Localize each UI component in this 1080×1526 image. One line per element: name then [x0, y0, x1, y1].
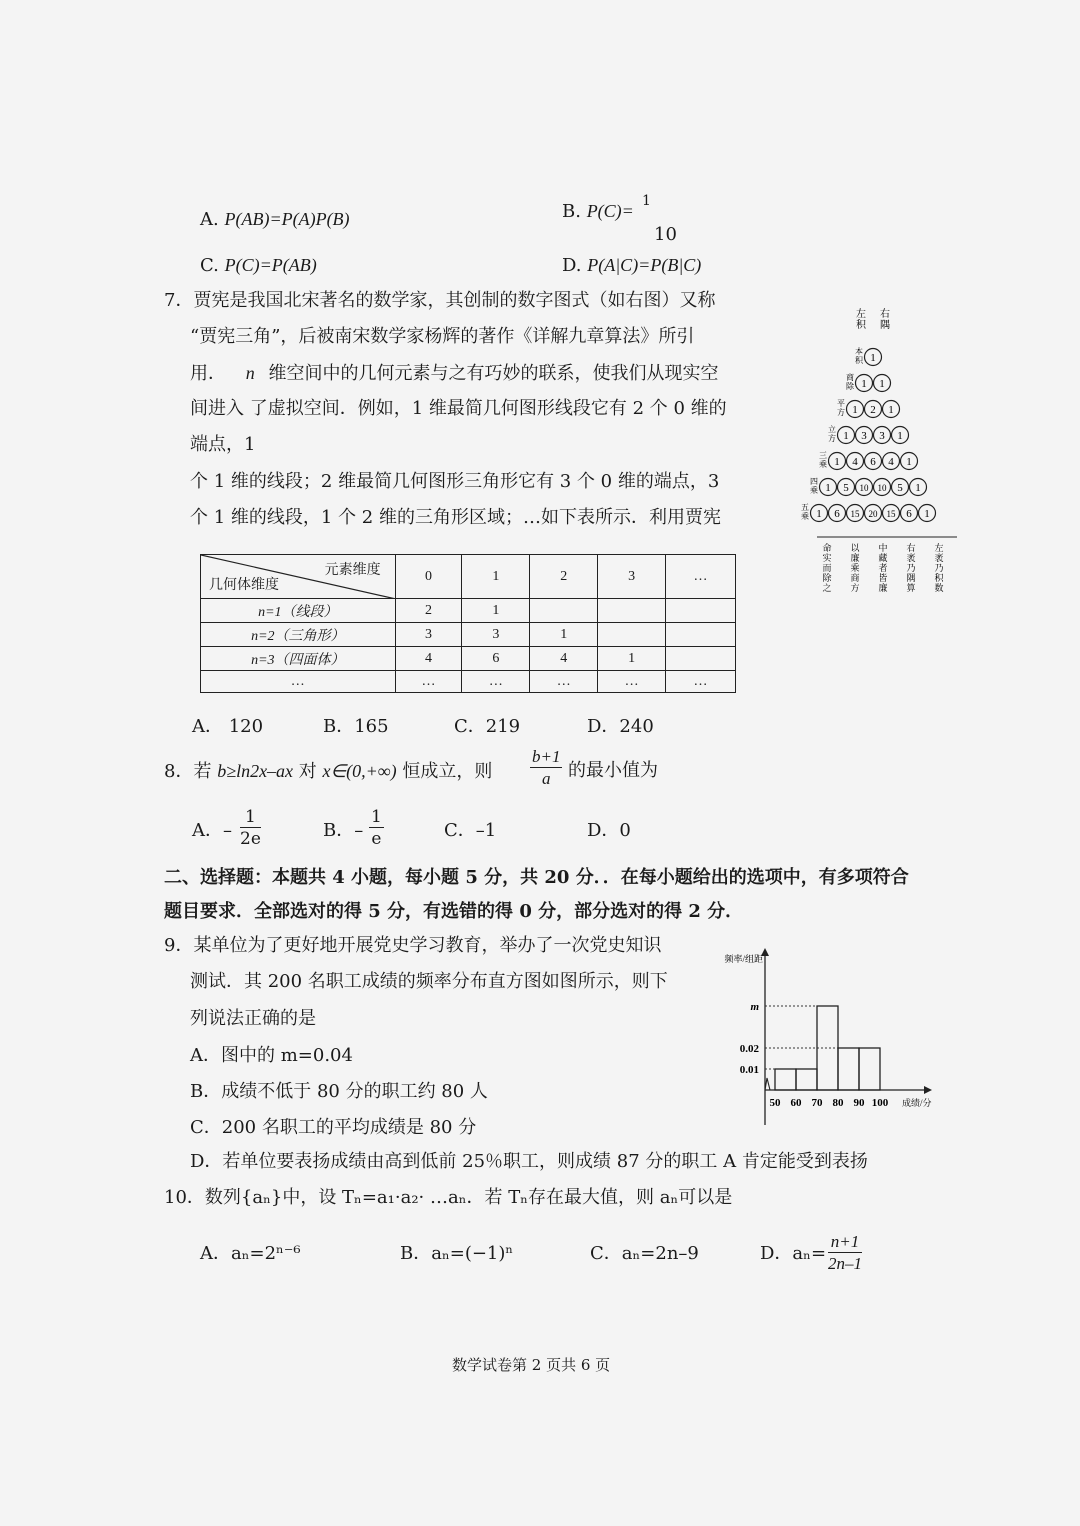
triangle-row-label: 本 — [855, 347, 863, 356]
triangle-bottom-note: 左 — [934, 543, 944, 553]
triangle-row-label: 方 — [837, 408, 845, 417]
table-header-cell: … — [666, 555, 736, 599]
table-cell: 1 — [530, 623, 598, 647]
q10-option-c: C．aₙ=2n–9 — [590, 1243, 699, 1264]
table-cell — [666, 647, 736, 671]
q9-option-c: C．200 名职工的平均成绩是 80 分 — [190, 1117, 477, 1138]
triangle-cell-number: 5 — [843, 482, 849, 494]
q8-option-c: C．–1 — [444, 820, 497, 841]
q7-line-3-a: 用． — [190, 363, 226, 384]
table-row — [201, 671, 736, 693]
table-cell: … — [530, 671, 598, 693]
q9-option-a: A．图中的 m=0.04 — [190, 1045, 353, 1066]
triangle-top-label: 右 — [880, 309, 890, 320]
triangle-row-label: 积 — [855, 356, 863, 365]
table-cell — [598, 599, 666, 623]
option-expr: P(A|C)=P(B|C) — [587, 255, 702, 275]
triangle-cell-number: 6 — [870, 456, 876, 468]
q10-option-d-fraction — [828, 1232, 862, 1275]
histogram-bar — [775, 1069, 796, 1090]
q8-option-a-fraction — [240, 807, 261, 850]
q6-option-d — [562, 256, 701, 275]
q10-option-d-prefix: D．aₙ= — [760, 1243, 827, 1264]
triangle-cell-number: 15 — [850, 509, 860, 519]
table-cell: … — [598, 671, 666, 693]
triangle-bottom-note: 命 — [822, 543, 832, 553]
triangle-cell-number: 10 — [877, 483, 887, 493]
triangle-cell-number: 2 — [870, 404, 876, 416]
axis-break — [765, 1078, 775, 1090]
triangle-cell-number: 3 — [861, 430, 867, 442]
triangle-row-label: 乘 — [819, 460, 827, 469]
q6-b-numerator: 1 — [642, 193, 651, 209]
table-corner-cell — [201, 555, 396, 599]
q7-line-2: “贾宪三角”，后被南宋数学家杨辉的著作《详解九章算法》所引 — [190, 326, 695, 347]
table-cell: … — [666, 671, 736, 693]
q7-line-4: 间进入 了虚拟空间．例如，1 维最简几何图形线段它有 2 个 0 维的 — [190, 398, 727, 419]
q7-line-7: 个 1 维的线段，1 个 2 维的三角形区域；…如下表所示．利用贾宪 — [190, 507, 721, 528]
table-row-label: n=2（三角形） — [201, 623, 396, 647]
q10-option-a: A．aₙ=2ⁿ⁻⁶ — [200, 1243, 301, 1264]
option-expr: P(C)=P(AB) — [224, 255, 317, 275]
triangle-cell-number: 1 — [879, 378, 885, 390]
triangle-bottom-note: 以 — [850, 543, 860, 553]
table-header-row — [201, 555, 736, 599]
triangle-top-label: 左 — [856, 309, 866, 320]
triangle-cell-number: 10 — [859, 483, 869, 493]
table-cell: … — [395, 671, 462, 693]
q7-option-d: D．240 — [587, 716, 654, 737]
q8-suffix-b: 的最小值为 — [568, 760, 658, 781]
q6-b-denominator: 10 — [654, 224, 677, 245]
triangle-bottom-note: 而 — [822, 563, 832, 573]
option-expr: P(C)= — [586, 201, 634, 221]
triangle-row-label: 除 — [846, 382, 854, 391]
triangle-bottom-note: 袤 — [934, 553, 944, 563]
triangle-cell-number: 1 — [897, 430, 903, 442]
table-cell: 1 — [598, 647, 666, 671]
corner-bottom-label: 几何体维度 — [209, 578, 279, 593]
q7-option-a: A． 120 — [192, 716, 264, 737]
q8-option-b-letter: B．– — [323, 820, 364, 841]
q8-option-b-fraction — [369, 807, 384, 850]
table-row — [201, 599, 736, 623]
q8-option-a-letter: A．– — [192, 820, 232, 841]
q8-prefix: 8．若 — [164, 761, 212, 782]
q7-line-3 — [190, 364, 718, 383]
triangle-row-label: 乘 — [810, 486, 818, 495]
q10-d-den: 2n–1 — [828, 1254, 862, 1273]
triangle-cell-number: 1 — [834, 456, 840, 468]
triangle-cell-number: 1 — [924, 508, 930, 520]
triangle-bottom-note: 乘 — [850, 563, 860, 573]
triangle-cell-number: 15 — [886, 509, 896, 519]
q7-line-1: 7．贾宪是我国北宋著名的数学家，其创制的数字图式（如右图）又称 — [164, 290, 716, 311]
triangle-row-label: 方 — [828, 434, 836, 443]
triangle-row-label: 乘 — [801, 512, 809, 521]
table-row — [201, 623, 736, 647]
triangle-cell-number: 1 — [888, 404, 894, 416]
q10-stem: 10．数列{aₙ}中，设 Tₙ=a₁·a₂· …aₙ．若 Tₙ存在最大值，则 aₙ可以是 — [164, 1187, 733, 1208]
x-tick-label: 60 — [790, 1097, 802, 1109]
triangle-cell-number: 6 — [834, 508, 840, 520]
q8-domain: x∈(0,+∞) — [322, 761, 397, 781]
section-2-line-2: 题目要求．全部选对的得 5 分，有选错的得 0 分，部分选对的得 2 分． — [164, 901, 744, 922]
triangle-bottom-note: 算 — [906, 583, 916, 593]
q8-option-d: D．0 — [587, 820, 631, 841]
triangle-bottom-note: 积 — [934, 573, 944, 583]
x-axis-title: 成绩/分 — [902, 1098, 932, 1108]
x-tick-label: 100 — [871, 1097, 889, 1109]
page-footer: 数学试卷第 2 页共 6 页 — [452, 1356, 611, 1374]
triangle-row-label: 商 — [846, 373, 854, 382]
q6-option-c — [200, 256, 317, 275]
histogram-bar — [838, 1048, 859, 1090]
triangle-row-label: 四 — [810, 477, 818, 486]
triangle-bottom-note: 实 — [822, 553, 832, 563]
y-tick-label: m — [750, 1001, 759, 1013]
triangle-bottom-note: 之 — [822, 583, 832, 593]
triangle-bottom-note: 中 — [878, 543, 888, 553]
q8-stem — [164, 762, 492, 781]
table-cell — [530, 599, 598, 623]
triangle-cell-number: 1 — [825, 482, 831, 494]
option-letter: A. — [200, 209, 219, 230]
q8-fraction — [530, 747, 562, 790]
table-row — [201, 647, 736, 671]
q9-line-2: 测试．其 200 名职工成绩的频率分布直方图如图所示，则下 — [190, 971, 668, 992]
triangle-cell-number: 3 — [879, 430, 885, 442]
table-cell: 4 — [530, 647, 598, 671]
y-tick-label: 0.01 — [739, 1064, 759, 1076]
triangle-cell-number: 4 — [852, 456, 858, 468]
q7-variable-n: n — [245, 363, 255, 383]
triangle-row-label: 立 — [828, 425, 836, 434]
triangle-bottom-note: 方 — [850, 583, 860, 593]
q7-line-6: 个 1 维的线段；2 维最简几何图形三角形它有 3 个 0 维的端点，3 — [190, 471, 720, 492]
table-cell: … — [462, 671, 530, 693]
q7-line-5: 端点，1 — [190, 434, 256, 455]
triangle-cell-number: 6 — [906, 508, 912, 520]
q8-b-den: e — [371, 829, 382, 849]
table-cell: 6 — [462, 647, 530, 671]
table-cell: 1 — [462, 599, 530, 623]
q8-suffix-a: 恒成立，则 — [402, 761, 493, 782]
frequency-histogram — [700, 940, 950, 1130]
q8-mid: 对 — [298, 761, 317, 782]
x-axis-arrow — [924, 1086, 932, 1094]
table-header-cell: 3 — [598, 555, 666, 599]
q6-option-b — [562, 202, 634, 221]
option-expr: P(AB)=P(A)P(B) — [224, 209, 350, 229]
y-tick-label: 0.02 — [739, 1043, 759, 1055]
table-row-label: n=1（线段） — [201, 599, 396, 623]
y-axis-title: 频率/组距 — [724, 954, 763, 964]
triangle-cell-number: 4 — [888, 456, 894, 468]
x-tick-label: 80 — [832, 1097, 844, 1109]
q8-frac-den: a — [541, 769, 551, 788]
q6-option-a — [200, 210, 350, 229]
q9-option-d: D．若单位要表扬成绩由高到低前 25％职工，则成绩 87 分的职工 A 肯定能受到表扬 — [190, 1151, 868, 1172]
q10-option-b: B．aₙ=(−1)ⁿ — [400, 1243, 514, 1264]
x-tick-label: 50 — [769, 1097, 781, 1109]
triangle-top-label: 积 — [856, 320, 866, 331]
section-2-line-1: 二、选择题：本题共 4 小题，每小题 5 分，共 20 分．．在每小题给出的选项中，有多项符合 — [164, 867, 909, 888]
triangle-row-label: 平 — [837, 399, 845, 408]
triangle-cell-number: 1 — [852, 404, 858, 416]
q7-option-b: B．165 — [323, 716, 389, 737]
table-header-cell: 1 — [462, 555, 530, 599]
triangle-bottom-note: 藏 — [878, 553, 888, 563]
x-tick-label: 90 — [853, 1097, 865, 1109]
jiaxian-triangle — [795, 305, 975, 595]
table-header-cell: 0 — [395, 555, 462, 599]
q7-line-3-b: 维空间中的几何元素与之有巧妙的联系，使我们从现实空 — [268, 363, 719, 384]
table-cell: 3 — [395, 623, 462, 647]
q8-a-num: 1 — [240, 807, 261, 828]
table-row-label: … — [201, 671, 396, 693]
table-cell — [598, 623, 666, 647]
triangle-bottom-note: 商 — [850, 573, 860, 583]
option-letter: D. — [562, 255, 582, 276]
table-cell: 3 — [462, 623, 530, 647]
triangle-bottom-note: 乃 — [906, 563, 916, 573]
histogram-bar — [859, 1048, 880, 1090]
table-cell: 4 — [395, 647, 462, 671]
q8-frac-num: b+1 — [532, 747, 561, 766]
triangle-row-label: 三 — [819, 451, 827, 460]
table-row-label: n=3（四面体） — [201, 647, 396, 671]
histogram-bar — [796, 1069, 817, 1090]
option-letter: C. — [200, 255, 219, 276]
triangle-bottom-note: 皆 — [878, 573, 888, 583]
triangle-cell-number: 1 — [906, 456, 912, 468]
triangle-cell-number: 1 — [861, 378, 867, 390]
triangle-bottom-note: 廉 — [878, 583, 888, 593]
x-tick-label: 70 — [811, 1097, 823, 1109]
triangle-bottom-note: 除 — [822, 573, 832, 583]
triangle-cell-number: 20 — [868, 509, 878, 519]
q10-d-num: n+1 — [828, 1232, 862, 1253]
triangle-bottom-note: 廉 — [850, 553, 860, 563]
triangle-top-label: 隅 — [880, 320, 890, 331]
triangle-bottom-note: 乃 — [934, 563, 944, 573]
q8-a-den: 2e — [240, 829, 261, 849]
triangle-bottom-note: 袤 — [906, 553, 916, 563]
triangle-row-label: 五 — [801, 503, 809, 512]
triangle-bottom-note: 者 — [878, 563, 888, 573]
q9-line-1: 9．某单位为了更好地开展党史学习教育，举办了一次党史知识 — [164, 935, 662, 956]
q7-option-c: C．219 — [454, 716, 521, 737]
q8-condition: b≥ln2x–ax — [217, 761, 294, 781]
corner-top-label: 元素维度 — [324, 563, 381, 578]
table-cell: 2 — [395, 599, 462, 623]
triangle-cell-number: 1 — [843, 430, 849, 442]
triangle-bottom-note: 数 — [934, 583, 944, 593]
q9-option-b: B．成绩不低于 80 分的职工约 80 人 — [190, 1081, 488, 1102]
triangle-bottom-note: 隅 — [906, 573, 916, 583]
option-letter: B. — [562, 201, 581, 222]
table-cell — [666, 623, 736, 647]
triangle-cell-number: 1 — [915, 482, 921, 494]
q9-line-3: 列说法正确的是 — [190, 1008, 316, 1029]
dimension-table — [200, 554, 736, 693]
triangle-cell-number: 5 — [897, 482, 903, 494]
table-header-cell: 2 — [530, 555, 598, 599]
table-cell — [666, 599, 736, 623]
triangle-bottom-note: 右 — [906, 543, 916, 553]
triangle-cell-number: 1 — [870, 352, 876, 364]
q8-b-num: 1 — [371, 807, 382, 827]
triangle-cell-number: 1 — [816, 508, 822, 520]
